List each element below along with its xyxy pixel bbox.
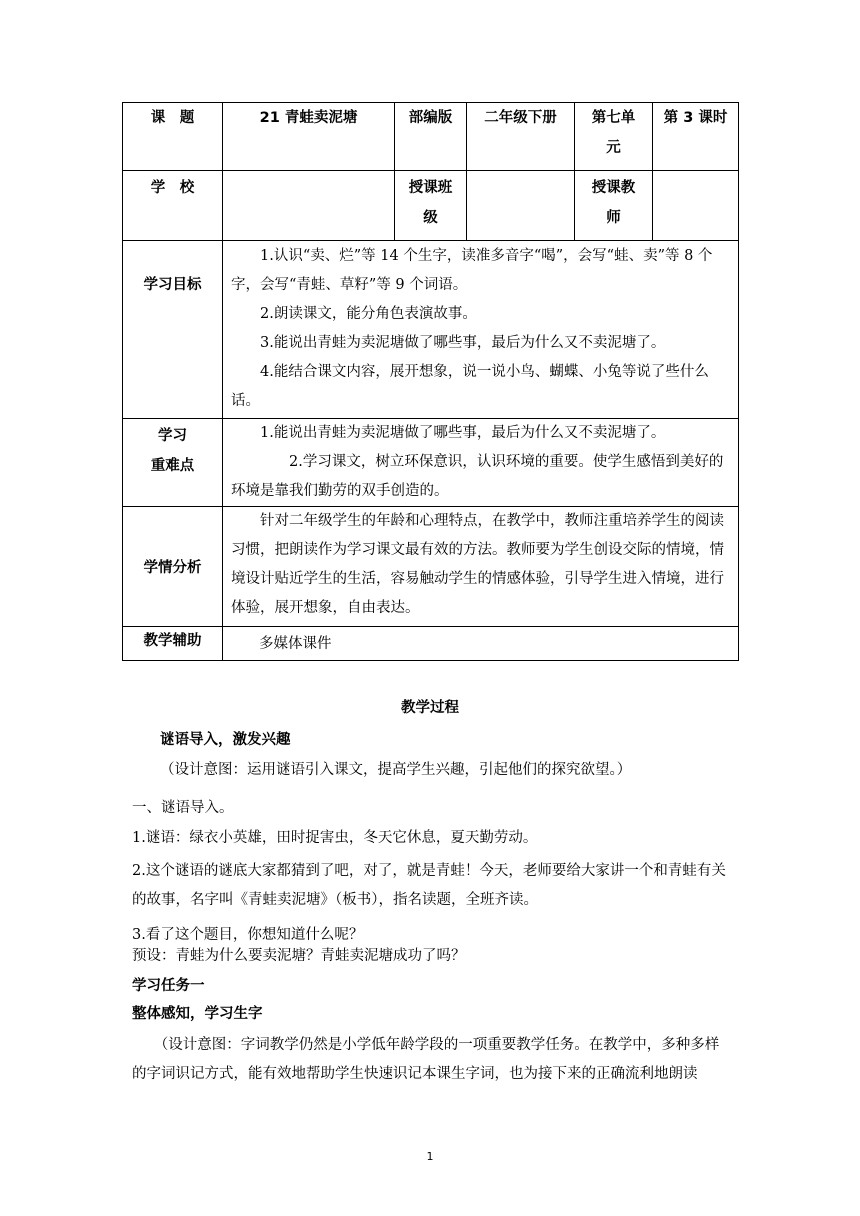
- table-row: [123, 171, 739, 241]
- table-row: [123, 103, 739, 171]
- goal-item: 4.能结合课文内容，展开想象，说一说小鸟、蝴蝶、小兔等说了些什么话。: [231, 364, 709, 409]
- difficulties-label-line2: 重难点: [150, 458, 195, 474]
- table-row: [123, 419, 739, 507]
- goal-item: 3.能说出青蛙为卖泥塘做了哪些事，最后为什么又不卖泥塘了。: [260, 335, 666, 351]
- section-heading: 谜语导入，激发兴趣: [160, 732, 291, 748]
- school-value: [223, 171, 395, 241]
- table-row: [123, 627, 739, 661]
- unit: 第七单元: [575, 103, 653, 171]
- section-intent: （设计意图：运用谜语引入课文，提高学生兴趣，引起他们的探究欲望。）: [160, 762, 632, 778]
- class-value: [467, 171, 575, 241]
- task-intent: （设计意图：字词教学仍然是小学低年龄学段的一项重要教学任务。在教学中，多种多样的字词识记方式，能有效地帮助学生快速识记本课生字词，也为接下来的正确流利地朗读: [132, 1037, 720, 1082]
- analysis-content: [223, 507, 739, 627]
- step-heading: 一、谜语导入。: [132, 800, 234, 816]
- school-label: 学 校: [123, 171, 223, 241]
- process-title: 教学过程: [401, 700, 459, 716]
- teacher-label: 授课教师: [575, 171, 653, 241]
- goals-label: 学习目标: [123, 241, 223, 419]
- lesson-number: 第 3 课时: [653, 103, 739, 171]
- aids-value: 多媒体课件: [223, 627, 739, 661]
- goal-item: 1.认识“卖、烂”等 14 个生字，读准多音字“喝”，会写“蛙、卖”等 8 个字，会写“青蛙、草籽”等 9 个词语。: [231, 248, 713, 293]
- table-row: [123, 507, 739, 627]
- riddle-answer: 2.这个谜语的谜底大家都猜到了吧，对了，就是青蛙！今天，老师要给大家讲一个和青蛙有关的故事，名字叫《青蛙卖泥塘》（板书），指名读题，全班齐读。: [132, 863, 726, 908]
- course-title: 21 青蛙卖泥塘: [223, 103, 395, 171]
- analysis-label: 学情分析: [123, 507, 223, 627]
- difficulties-label: [123, 419, 223, 507]
- analysis-text: 针对二年级学生的年龄和心理特点，在教学中，教师注重培养学生的阅读习惯，把朗读作为学习课文最有效的方法。教师要为学生创设交际的情境，情境设计贴近学生的生活，容易触动学生的情感体验，引导学生进入情境，进行体验，展开想象，自由表达。: [231, 513, 724, 616]
- goal-item: 2.朗读课文，能分角色表演故事。: [260, 306, 477, 322]
- difficulties-content: [223, 419, 739, 507]
- task-heading: 学习任务一: [132, 978, 205, 994]
- edition: 部编版: [395, 103, 467, 171]
- aids-label: 教学辅助: [123, 627, 223, 661]
- lesson-info-table: [122, 102, 739, 661]
- difficulty-item: 2.学习课文，树立环保意识，认识环境的重要。使学生感悟到美好的环境是靠我们勤劳的双手创造的。: [231, 454, 724, 499]
- class-label: 授课班级: [395, 171, 467, 241]
- difficulty-item: 1.能说出青蛙为卖泥塘做了哪些事，最后为什么又不卖泥塘了。: [260, 425, 666, 441]
- table-row: [123, 241, 739, 419]
- grade: 二年级下册: [467, 103, 575, 171]
- course-label: 课 题: [123, 103, 223, 171]
- page-number: 1: [426, 1150, 434, 1163]
- riddle-item: 1.谜语：绿衣小英雄，田时捉害虫，冬天它休息，夏天勤劳动。: [132, 830, 538, 846]
- question-item: 3.看了这个题目，你想知道什么呢？: [132, 927, 364, 943]
- difficulties-label-line1: 学习: [158, 428, 187, 444]
- teacher-value: [653, 171, 739, 241]
- preset-answer: 预设：青蛙为什么要卖泥塘？青蛙卖泥塘成功了吗？: [132, 948, 466, 964]
- goals-content: [223, 241, 739, 419]
- task-subheading: 整体感知，学习生字: [132, 1006, 263, 1022]
